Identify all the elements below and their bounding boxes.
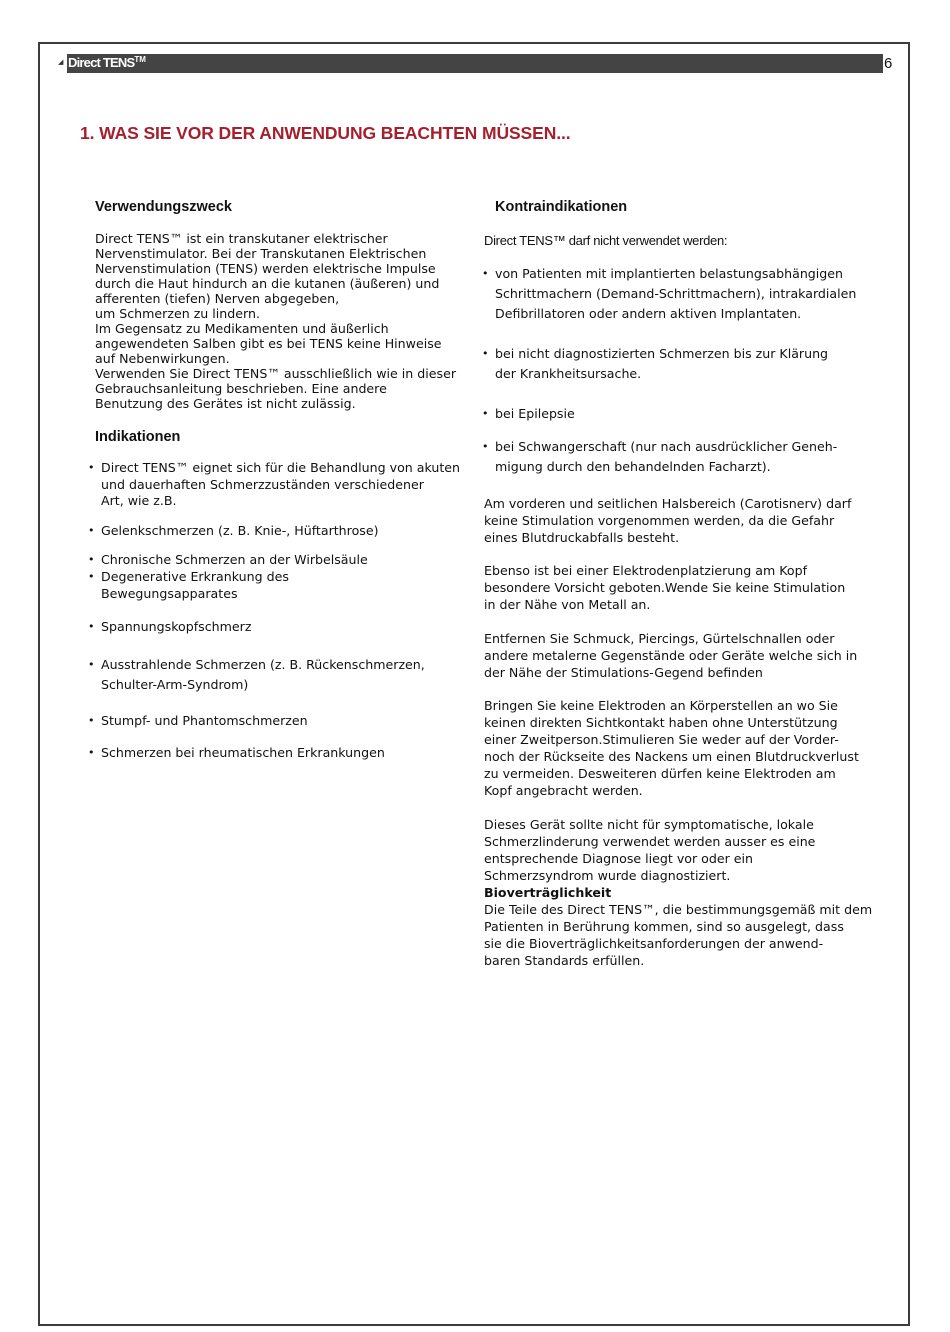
list-item: [88, 523, 379, 540]
chapter-title: 1. WAS SIE VOR DER ANWENDUNG BEACHTEN MÜSSEN...: [80, 123, 571, 143]
text-line: Stumpf- und Phantomschmerzen: [101, 713, 308, 728]
text-line: Dieses Gerät sollte nicht für symptomatische, lokale: [484, 817, 814, 832]
list-item: [482, 404, 575, 424]
text-line: Die Teile des Direct TENS™, die bestimmungsgemäß mit dem: [484, 902, 873, 917]
text-line: Degenerative Erkrankung des: [101, 569, 289, 584]
text-line: zu vermeiden. Desweiteren dürfen keine Elektroden am: [484, 766, 836, 781]
text-line: Entfernen Sie Schmuck, Piercings, Gürtelschnallen oder: [484, 631, 835, 646]
text-line: Kopf angebracht werden.: [484, 783, 643, 798]
paragraph-electrode-placement: [484, 697, 859, 799]
text-line: migung durch den behandelnden Facharzt).: [495, 459, 771, 474]
text-line: bei Epilepsie: [495, 406, 575, 421]
purpose-heading: Verwendungszweck: [95, 199, 232, 215]
list-item: [88, 655, 425, 695]
list-item: [88, 619, 252, 636]
page-number: 6: [884, 55, 893, 72]
bullet-icon: •: [88, 746, 95, 759]
text-line: Nervenstimulator. Bei der Transkutanen Elektrischen: [95, 246, 427, 261]
text-line: afferenten (tiefen) Nerven abgegeben,: [95, 291, 340, 306]
text-line: auf Nebenwirkungen.: [95, 351, 230, 366]
bullet-icon: •: [482, 407, 489, 420]
text-line: Chronische Schmerzen an der Wirbelsäule: [101, 552, 368, 567]
list-item: [88, 713, 308, 730]
text-line: Gebrauchsanleitung beschrieben. Eine andere: [95, 381, 387, 396]
bullet-icon: •: [88, 524, 95, 537]
list-item: [88, 552, 368, 569]
paragraph-diagnosis: [484, 816, 872, 969]
text-line: durch die Haut hindurch an die kutanen (äußeren) und: [95, 276, 440, 291]
text-line: Bringen Sie keine Elektroden an Körperstellen an wo Sie: [484, 698, 838, 713]
text-line: angewendeten Salben gibt es bei TENS keine Hinweise: [95, 336, 442, 351]
text-line: Bewegungsapparates: [101, 585, 238, 601]
text-line: baren Standards erfüllen.: [484, 953, 645, 968]
header-bar: [67, 54, 883, 73]
text-line: Art, wie z.B.: [101, 493, 177, 508]
list-item: [482, 437, 838, 477]
bullet-icon: •: [88, 570, 95, 583]
text-line: der Nähe der Stimulations-Gegend befinden: [484, 665, 763, 680]
text-line: Schulter-Arm-Syndrom): [101, 677, 249, 692]
text-line: sie die Bioverträglichkeitsanforderungen der anwend-: [484, 936, 824, 951]
text-line: Schmerzen bei rheumatischen Erkrankungen: [101, 745, 385, 760]
text-line: Patienten in Berührung kommen, sind so ausgelegt, dass: [484, 919, 844, 934]
bullet-icon: •: [88, 553, 95, 566]
text-line: keine Stimulation vorgenommen werden, da die Gefahr: [484, 513, 835, 528]
text-line: von Patienten mit implantierten belastungsabhängigen: [495, 266, 844, 281]
text-line: keinen direkten Sichtkontakt haben ohne Unterstützung: [484, 715, 838, 730]
text-line: eines Blutdruckabfalls besteht.: [484, 530, 680, 545]
biocompat-heading: Bioverträglichkeit: [484, 885, 612, 900]
text-line: Defibrillatoren oder andern aktiven Implantaten.: [495, 306, 802, 321]
list-item: [88, 569, 289, 602]
bullet-icon: •: [482, 347, 489, 360]
bullet-icon: •: [482, 440, 489, 453]
indications-heading: Indikationen: [95, 429, 181, 445]
bullet-icon: •: [88, 620, 95, 633]
text-line: Schrittmachern (Demand-Schrittmachern), intrakardialen: [495, 286, 857, 301]
brand-title: Direct TENS™: [68, 55, 146, 70]
text-line: einer Zweitperson.Stimulieren Sie weder auf der Vorder-: [484, 732, 839, 747]
corner-mark-icon: ◢: [58, 58, 64, 66]
text-line: Gelenkschmerzen (z. B. Knie-, Hüftarthrose): [101, 523, 379, 538]
text-line: um Schmerzen zu lindern.: [95, 306, 260, 321]
bullet-icon: •: [88, 714, 95, 727]
text-line: noch der Rückseite des Nackens um einen Blutdruckverlust: [484, 749, 859, 764]
bullet-icon: •: [88, 658, 95, 671]
bullet-icon: •: [482, 267, 489, 280]
text-line: Im Gegensatz zu Medikamenten und äußerlich: [95, 321, 389, 336]
paragraph-carotis: [484, 495, 851, 546]
contraindications-heading: Kontraindikationen: [495, 199, 628, 215]
list-item: [88, 460, 461, 510]
paragraph-electrode-head: [484, 562, 845, 613]
text-line: Verwenden Sie Direct TENS™ ausschließlich wie in dieser: [95, 366, 457, 381]
text-line: Am vorderen und seitlichen Halsbereich (Carotisnerv) darf: [484, 496, 852, 511]
text-line: Ausstrahlende Schmerzen (z. B. Rückenschmerzen,: [101, 657, 425, 672]
text-line: in der Nähe von Metall an.: [484, 597, 651, 612]
text-line: bei nicht diagnostizierten Schmerzen bis zur Klärung: [495, 346, 829, 361]
text-line: Direct TENS™ ist ein transkutaner elektrischer: [95, 231, 388, 246]
text-line: und dauerhaften Schmerzzuständen verschiedener: [101, 476, 424, 492]
text-line: entsprechende Diagnose liegt vor oder ein: [484, 851, 754, 866]
list-item: [88, 745, 385, 762]
text-line: andere metalerne Gegenstände oder Geräte welche sich in: [484, 648, 858, 663]
text-line: Ebenso ist bei einer Elektrodenplatzierung am Kopf: [484, 563, 808, 578]
text-line: der Krankheitsursache.: [495, 366, 642, 381]
text-line: bei Schwangerschaft (nur nach ausdrücklicher Geneh-: [495, 439, 838, 454]
bullet-icon: •: [88, 461, 95, 474]
list-item: [482, 344, 829, 384]
text-line: Nervenstimulation (TENS) werden elektrische Impulse: [95, 261, 436, 276]
text-line: Schmerzlinderung verwendet werden ausser es eine: [484, 834, 816, 849]
list-item: [482, 264, 857, 324]
text-line: Schmerzsyndrom wurde diagnostiziert.: [484, 868, 731, 883]
text-line: besondere Vorsicht geboten.Wende Sie keine Stimulation: [484, 580, 846, 595]
purpose-paragraph: [95, 231, 456, 411]
text-line: Spannungskopfschmerz: [101, 619, 252, 634]
text-line: Direct TENS™ eignet sich für die Behandlung von akuten: [101, 460, 461, 475]
text-line: Benutzung des Gerätes ist nicht zulässig.: [95, 396, 356, 411]
paragraph-jewelry: [484, 630, 857, 681]
contraindications-intro: Direct TENS™ darf nicht verwendet werden:: [484, 233, 728, 248]
